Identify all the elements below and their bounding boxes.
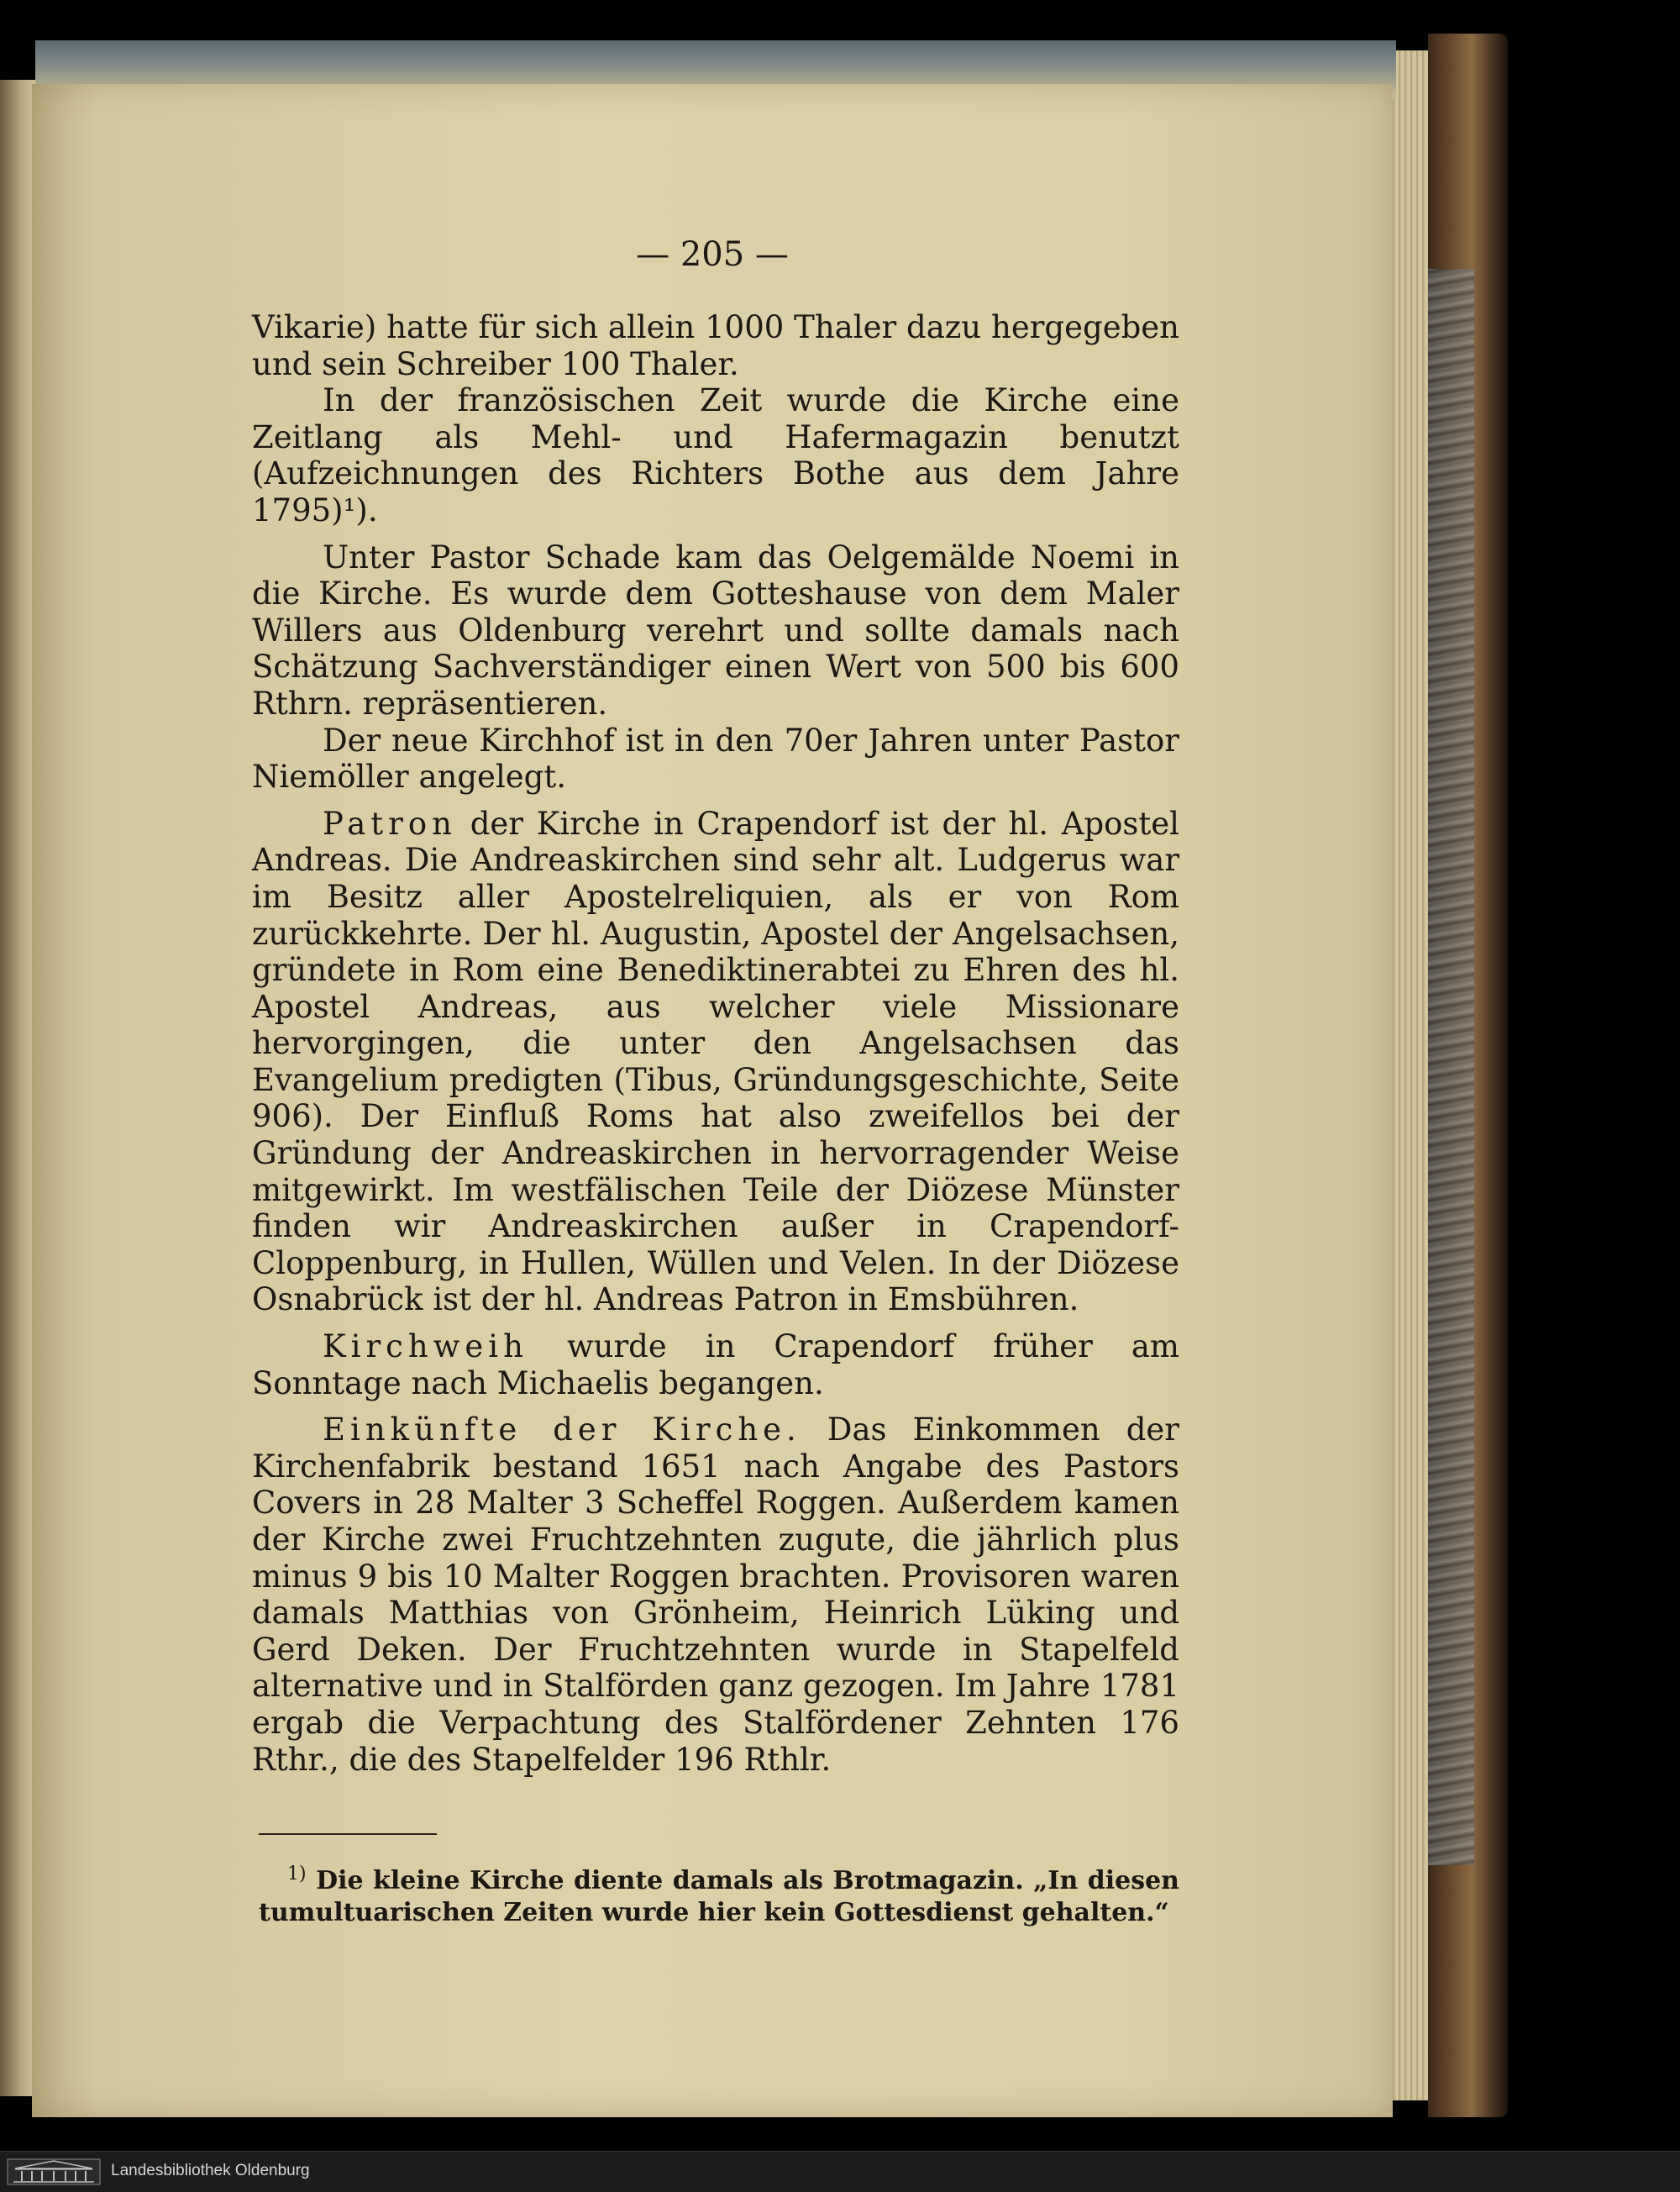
library-name: Landesbibliothek Oldenburg xyxy=(111,2162,310,2179)
footnote-rule xyxy=(259,1833,437,1835)
section-heading-einkuenfte: Einkünfte der Kirche. xyxy=(323,1411,801,1448)
footnote-mark: 1) xyxy=(287,1863,307,1884)
section-text-einkuenfte: Das Einkommen der Kirchenfabrik bestand 1651 nach Angabe des Pastors Covers in 28 Malter 3 Scheffel Roggen. Außerdem kamen der Kirche zwei Fruchtzehnten zugute, die jährlich plus minus 9 bis 10 Malter Roggen brachten. Provisoren waren damals Matthias von Grönheim, Heinrich Lüking und Gerd Deken. Der Fruchtzehnten wurde in Stapelfeld alternative und in Stalförden ganz gezogen. Im Jahre 1781 ergab die Verpachtung des Stalfördener Zehnten 176 Rthr., die des Stapelfelder 196 Rthlr. xyxy=(252,1411,1179,1778)
paragraph-1: Vikarie) hatte für sich allein 1000 Thaler dazu hergegeben und sein Schreiber 100 Thaler. xyxy=(252,309,1179,382)
section-heading-kirchweih: Kirchweih xyxy=(323,1328,528,1365)
section-einkuenfte xyxy=(252,1411,1179,1778)
section-text-patron: der Kirche in Crapendorf ist der hl. Apostel Andreas. Die Andreaskirchen sind sehr alt. Ludgerus war im Besitz aller Apostelreliquien, als er von Rom zurückkehrte. Der hl. Augustin, Apostel der Angelsachsen, gründete in Rom eine Benediktinerabtei zu Ehren des hl. Apostel Andreas, aus welcher viele Missionare hervorgingen, die unter den Angelsachsen das Evangelium predigten (Tibus, Gründungsgeschichte, Seite 906). Der Einfluß Roms hat also zweifellos bei der Gründung der Andreaskirchen in hervorragender Weise mitgewirkt. Im westfälischen Teile der Diözese Münster finden wir Andreaskirchen außer in Crapendorf-Cloppenburg, in Hullen, Wüllen und Velen. In der Diözese Osnabrück ist der hl. Andreas Patron in Emsbühren. xyxy=(252,805,1179,1318)
library-building-icon xyxy=(7,2158,101,2185)
section-text-kirchweih: wurde in Crapendorf früher am Sonntage nach Michaelis begangen. xyxy=(252,1328,1179,1401)
viewer-footer xyxy=(0,2151,1680,2192)
gutter-edge xyxy=(0,80,35,2096)
section-patron xyxy=(252,806,1179,1318)
main-text xyxy=(252,309,1179,1778)
section-heading-patron: Patron xyxy=(323,805,457,842)
paragraph-3: Unter Pastor Schade kam das Oelgemälde Noemi in die Kirche. Es wurde dem Gotteshause von dem Maler Willers aus Oldenburg verehrt und sollte damals nach Schätzung Sachverständiger einen Wert von 500 bis 600 Rthrn. repräsentieren. xyxy=(252,539,1179,722)
footnotes xyxy=(259,1858,1179,1929)
page-number: — 205 — xyxy=(636,235,789,274)
section-kirchweih xyxy=(252,1328,1179,1401)
footnote-1 xyxy=(259,1858,1179,1929)
book-page xyxy=(32,84,1393,2117)
paragraph-2: In der französischen Zeit wurde die Kirche eine Zeitlang als Mehl- und Hafermagazin benutzt (Aufzeichnungen des Richters Bothe aus dem Jahre 1795)¹). xyxy=(252,382,1179,528)
footnote-text: Die kleine Kirche diente damals als Brotmagazin. „In diesen tumultuarischen Zeiten wurde hier kein Gottesdienst gehalten.“ xyxy=(259,1866,1179,1927)
paragraph-4: Der neue Kirchhof ist in den 70er Jahren unter Pastor Niemöller angelegt. xyxy=(252,722,1179,796)
